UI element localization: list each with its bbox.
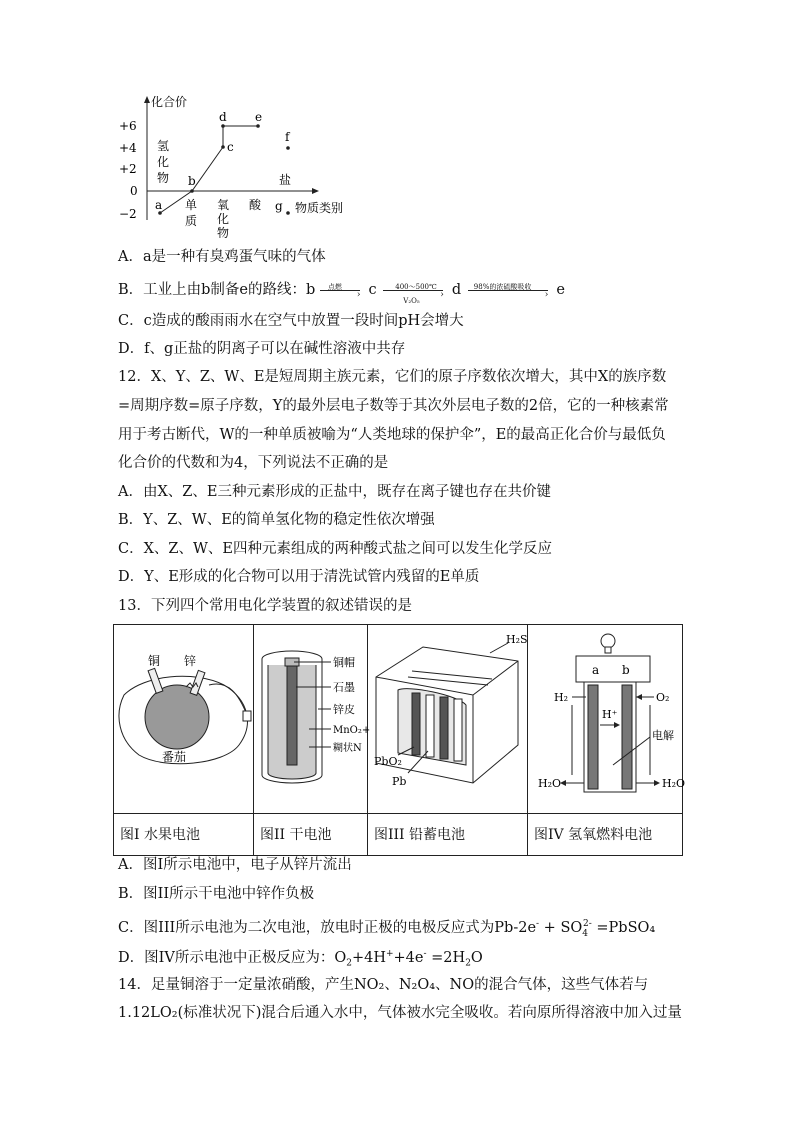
label-h2so4: H₂S [506,633,528,646]
q12-stem-line2: =周期序数=原子序数，Y的最外层电子数等于其次外层电子数的2倍，它的一种核素常 [118,398,669,414]
label-graphite: 石墨 [333,681,355,694]
q13-option-d: D．图IV所示电池中正极反应为：$O_2+4H^++4e^- =2H_2O$ [118,949,483,969]
label-h2o-left: H₂O [538,777,562,790]
q11-option-c: C．c造成的酸雨雨水在空气中放置一段时间pH会增大 [118,313,464,329]
led-icon [243,711,251,721]
electrode-plate [454,699,462,761]
point-c [221,145,225,149]
q14-stem-line1: 14．足量铜溶于一定量浓硝酸，产生NO₂、N₂O₄、NO的混合气体，这些气体若与 [118,977,649,993]
label-electrolyte: 电解 [652,729,674,742]
category-element: 单 质 [185,198,198,228]
electrode-plate [412,693,420,755]
point-label-e: e [255,110,263,124]
label-hplus: H⁺ [602,708,618,721]
q12-option-a: A．由X、Z、E三种元素形成的正盐中，既存在离子键也存在共价键 [118,484,551,500]
bulb-icon [601,634,615,648]
label-h2o-right: H₂O [662,777,686,790]
q12-option-d: D．Y、E形成的化合物可以用于清洗试管内残留的E单质 [118,569,480,585]
y-tick: +2 [119,162,137,176]
point-f [286,146,290,150]
point-g [286,211,290,215]
q13-option-a: A．图I所示电池中，电子从锌片流出 [118,857,352,873]
fruit-battery-figure [114,625,253,813]
reaction-arrow-2: 400～500℃ › V₂O₅ [381,280,447,300]
point-label-c: c [227,140,234,154]
battery-figure-table [113,624,686,856]
q11-option-a: A．a是一种有臭鸡蛋气味的气体 [118,249,326,265]
y-axis-label: 化合价 [151,95,188,109]
label-b: b [622,663,630,677]
external-circuit [576,656,650,682]
fuel-cell-figure [528,625,686,813]
q12-stem-line3: 用于考古断代，W的一种单质被喻为“人类地球的保护伞”，E的最高正化合价与最低负 [118,427,666,443]
category-hydride: 氢 化 物 [157,139,170,185]
dry-cell-figure [254,625,371,813]
y-tick: +4 [119,141,137,155]
y-tick: +6 [119,119,137,133]
y-tick: −2 [119,207,137,221]
electrode-plate [426,695,434,757]
caption-fig3: 图III 铅蓄电池 [374,827,466,843]
q11-option-d: D．f、g正盐的阴离子可以在碱性溶液中共存 [118,341,406,357]
q12-stem-line4: 化合价的代数和为4，下列说法不正确的是 [118,455,389,471]
point-e [256,124,260,128]
caption-row [114,813,682,856]
point-label-f: f [285,130,290,144]
tomato-shape [145,685,209,749]
point-label-g: g [275,199,283,213]
caption-fig4: 图IV 氢氧燃料电池 [534,827,653,843]
y-tick: 0 [130,184,138,198]
point-label-a: a [155,198,163,212]
q12-option-b: B．Y、Z、W、E的简单氢化物的稳定性依次增强 [118,512,435,528]
label-copper: 铜 [148,654,161,668]
electrode-b [622,685,632,789]
label-tomato: 番茄 [162,750,187,764]
label-pb: Pb [392,775,407,788]
q11-b-c: c [368,282,377,298]
category-oxide: 氧 化 物 [217,198,230,240]
electrode-a [588,685,598,789]
label-a: a [592,663,600,677]
label-mno2: MnO₂+ [333,725,371,736]
q12-option-c: C．X、Z、W、E四种元素组成的两种酸式盐之间可以发生化学反应 [118,541,552,557]
graphite-rod [287,665,297,765]
q12-stem-line1: 12．X、Y、Z、W、E是短周期主族元素，它们的原子序数依次增大，其中X的族序数 [118,369,667,385]
q13-option-c: C．图III所示电池为二次电池，放电时正极的电极反应式为$Pb-2e^- + SO_4^{2-}$ =PbSO₄ [118,919,656,939]
point-label-d: d [219,110,227,124]
category-acid: 酸 [249,198,262,212]
reaction-arrow-3: 98%的浓硫酸吸收 › [466,280,552,300]
q13-option-b: B．图II所示干电池中锌作负极 [118,886,315,902]
lead-acid-battery-figure [368,625,527,813]
category-salt: 盐 [279,173,292,187]
q11-b-d: d [451,282,462,298]
q14-stem-line2: 1.12LO₂(标准状况下)混合后通入水中，气体被水完全吸收。若向原所得溶液中加入过量 [118,1005,682,1021]
electrode-plate [440,697,448,759]
label-copper-cap: 铜帽 [333,656,355,669]
label-paste: 糊状N [333,743,362,754]
label-h2: H₂ [554,691,569,704]
x-axis-label: 物质类别 [295,201,344,215]
caption-fig1: 图I 水果电池 [120,827,200,843]
trend-line [160,126,258,213]
point-label-b: b [188,174,196,188]
point-d [221,124,225,128]
q11-b-e: e [556,282,565,298]
q11-b-prefix: B．工业上由b制备e的路线：b [118,282,316,298]
label-zinc-skin: 锌皮 [333,703,355,716]
caption-fig2: 图II 干电池 [260,827,332,843]
q11-option-b [118,280,565,305]
point-b [190,189,194,193]
label-o2: O₂ [656,691,670,704]
valence-class-chart [115,92,375,240]
label-zinc: 锌 [184,654,197,668]
reaction-arrow-1: 点燃 › [320,280,364,300]
q13-stem: 13．下列四个常用电化学装置的叙述错误的是 [118,598,412,614]
zinc-electrode [190,670,205,695]
label-pbo2: PbO₂ [374,755,402,768]
